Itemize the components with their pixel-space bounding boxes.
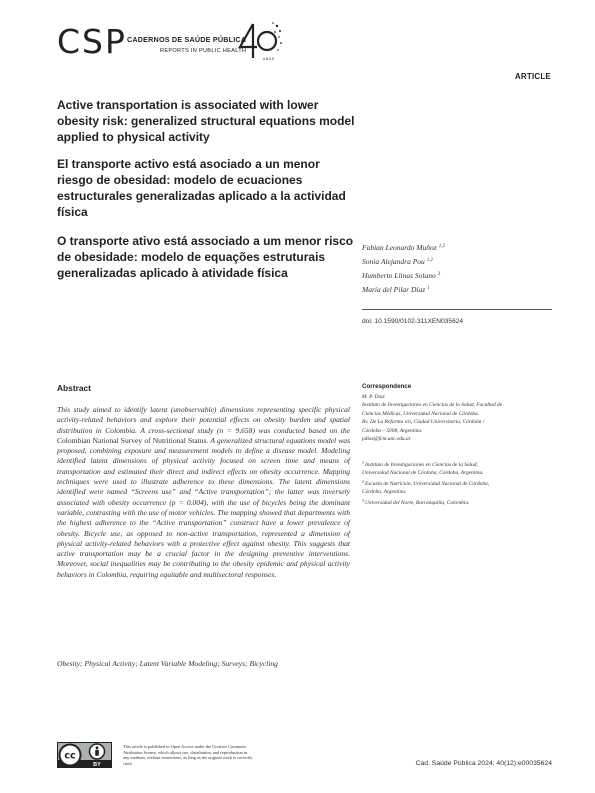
author: Sonia Alejandra Pou $^{1,2}$: [362, 257, 434, 266]
affiliation-item: Córdoba, Argentina.: [362, 489, 407, 496]
cc-by-label: BY: [93, 762, 101, 768]
svg-text:cc: cc: [64, 750, 76, 762]
creative-commons-by-icon[interactable]: [57, 742, 112, 768]
license-line: any medium, without restrictions, as long as the original work is correctly: [123, 755, 253, 761]
author: Fabian Leonardo Muñoz $^{1,2}$: [362, 243, 445, 252]
license-line: cited.: [123, 761, 133, 767]
section-label: ARTICLE: [514, 72, 551, 81]
logo-csp-text: CSP: [57, 22, 127, 61]
doi-link[interactable]: doi: 10.1590/0102-311XEN035624: [362, 318, 464, 325]
journal-name: CADERNOS DE SAÚDE PÚBLICA: [127, 35, 247, 44]
author-divider: [362, 309, 552, 310]
correspondence-line: Bv. De La Reforma s/n, Ciudad Universitaria, Córdoba /: [362, 419, 485, 426]
anniversary-40-mark-icon: [237, 20, 283, 62]
journal-citation: Cad. Saúde Pública 2024; 40(12):e00035624: [415, 760, 552, 767]
license-line: Attribution license, which allows use, distribution, and reproduction in: [123, 749, 248, 755]
license-line: This article is published in Open Access under the Creative Commons: [123, 744, 247, 749]
affiliation-item: Universidad Nacional de Córdoba, Córdoba, Argentina.: [362, 470, 484, 477]
correspondence-line: Córdoba – 5008, Argentina.: [362, 427, 423, 434]
journal-subtitle: REPORTS IN PUBLIC HEALTH: [160, 48, 247, 54]
affiliation-item: $^1$Instituto de Investigaciones en Ciencias de la Salud,: [362, 460, 478, 468]
title-english: Active transportation is associated with lower obesity risk: generalized structural equations model applied to physical activity: [57, 98, 355, 144]
survey-name: Colombian National Survey of Nutritional Status: [57, 435, 207, 445]
author-affiliation-mark: 1,2: [426, 258, 434, 263]
author-affiliation-mark: 1,2: [438, 244, 445, 249]
author-list: [362, 240, 562, 296]
keywords: Obesity; Physical Activity; Latent Variable Modeling; Surveys; Bicycling: [57, 659, 278, 668]
author-affiliation-mark: 1: [427, 286, 430, 291]
abstract-body: This study aimed to identify latent (unobservable) dimensions representing specific physical activity-related behaviors and explore their potential effects on obesity burden and spatial distribution in Colombia. A cross-sectional study (n = 9,658) was conducted based on the Colombian National Survey of Nutritional Status. A generalized structural equations model was proposed, combining exposure and measurement models to define a disease model. Modeling identified latent dimensions of physical activity focused on screen time and means of transportation and estimated their direct and indirect effects on obesity occurrence. Mapping techniques were used to illustrate adherence to these dimensions. The latent dimensions identified were named “Screens use” and “Active transportation”; the latter was inversely associated with obesity occurrence (p = 0.004), with the use of bicycles being the dominant variable, contrasting with the use of motor vehicles. The mapping showed that departments with the highest adherence to the “Active transportation” construct have a lower prevalence of obesity. Bicycle use, as opposed to non-active transportation, represented a dimension of physical activity-related behaviors with a protective effect against obesity. This suggests that active transportation may be a crucial factor in the designing preventive interventions. Moreover, social inequalities may be contributing to the obesity epidemic and physical activity behaviors in Colombia, requiring equitable and multisectoral responses.: [57, 405, 351, 579]
correspondence-email[interactable]: pdiaz@fcm.unc.edu.ar: [362, 436, 411, 443]
affiliation-list: [362, 459, 562, 507]
title-portuguese: O transporte ativo está associado a um menor risco de obesidade: modelo de equações estruturais generalizadas aplicado à atividade física: [57, 234, 354, 280]
affiliation-item: $^2$Escuela de Nutrición, Universidad Nacional de Córdoba,: [362, 478, 490, 487]
correspondence-line: Ciencias Médicas, Universidad Nacional de Córdoba.: [362, 410, 480, 417]
affiliation-item: $^3$Universidad del Norte, Barranquilla, Colombia.: [362, 497, 470, 506]
correspondence-details: [362, 393, 562, 443]
author: María del Pilar Díaz $^1$: [362, 285, 430, 294]
author-affiliation-mark: 3: [437, 272, 441, 277]
abstract-heading: Abstract: [57, 383, 91, 393]
license-note: [123, 744, 303, 767]
title-spanish: El transporte activo está asociado a un menor riesgo de obesidad: modelo de ecuaciones estructurales generalizadas aplicado a la actividad física: [57, 157, 346, 219]
correspondence-line: Instituto de Investigaciones en Ciencias de la Salud, Facultad de: [362, 402, 503, 409]
correspondence-heading: Correspondence: [362, 383, 412, 390]
journal-logo: [57, 22, 297, 62]
author: Humberto Llinas Solano $^3$: [362, 271, 441, 280]
svg-text:ANOS: ANOS: [263, 57, 275, 61]
correspondence-name: M. P. Díaz: [362, 394, 385, 400]
